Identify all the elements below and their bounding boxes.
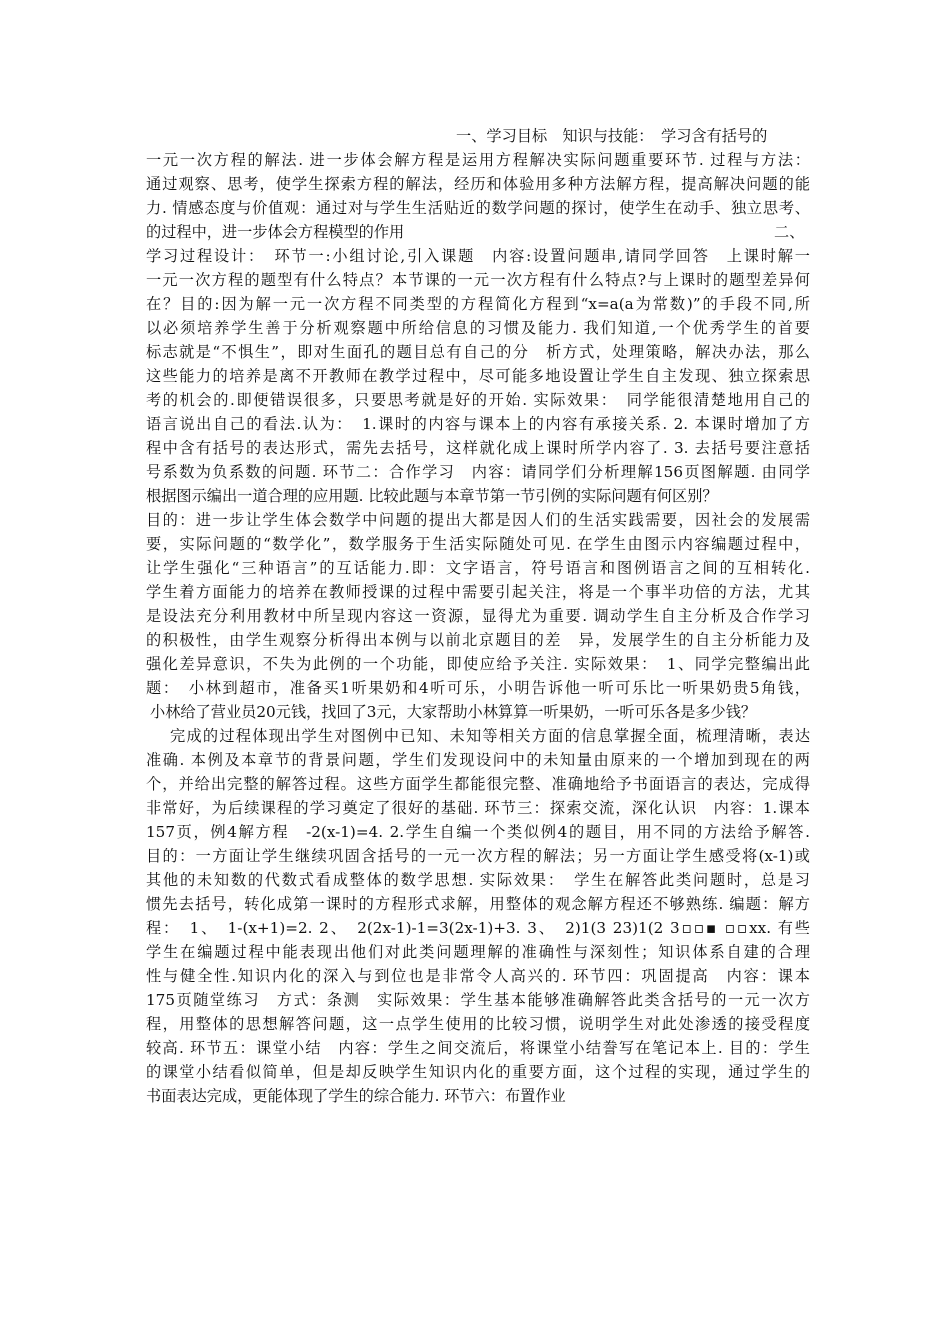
text-line: 通过观察、思考，使学生探索方程的解法，经历和体验用多种方法解方程，提高解决问题的能: [146, 175, 810, 193]
text-line: 在？目的:因为解一元一次方程不同类型的方程简化方程到“x=a(a为常数)”的手段不同,所: [146, 295, 810, 313]
text-line: 性与健全性.知识内化的深入与到位也是非常令人高兴的. 环节四：巩固提高 内容：课本: [146, 967, 810, 985]
text-line: 让学生强化“三种语言”的互话能力.即：文字语言，符号语言和图例语言之间的互相转化.: [146, 559, 810, 577]
text-line: 学习过程设计： 环节一:小组讨论,引入课题 内容:设置问题串,请同学回答 上课时解一: [146, 247, 810, 265]
text-line: 号系数为负系数的问题. 环节二：合作学习 内容：请同学们分析理解156页图解题. 由同学: [146, 463, 810, 481]
section-marker: 二、: [774, 223, 805, 241]
text-line: 是设法充分利用教材中所呈现内容这一资源，显得尤为重要. 调动学生自主分析及合作学习: [146, 607, 810, 625]
text-line: 非常好，为后续课程的学习奠定了很好的基础. 环节三：探索交流，深化认识 内容：1.课本: [146, 799, 810, 817]
text-line: 以必须培养学生善于分析观察题中所给信息的习惯及能力. 我们知道,一个优秀学生的首要: [146, 319, 810, 337]
text-line: 的积极性，由学生观察分析得出本例与以前北京题目的差 异，发展学生的自主分析能力及: [146, 631, 810, 649]
text-line: 强化差异意识，不失为此例的一个功能，即使应给予关注. 实际效果： 1、同学完整编出此: [146, 655, 810, 673]
text-line: 目的：进一步让学生体会数学中问题的提出大都是因人们的生活实践需要，因社会的发展需: [146, 511, 810, 529]
text-line: 程： 1、 1-(x+1)=2. 2、 2(2x-1)-1=3(2x-1)+3. 3、 2)1(3 23)1(2 3▫▫▪ ▫▫xx. 有些: [146, 919, 810, 937]
text-line: 语言说出自己的看法.认为： 1.课时的内容与课本上的内容有承接关系. 2. 本课时增加了方: [146, 415, 810, 433]
text-line: 惯先去括号，转化成第一课时的方程形式求解，用整体的观念解方程还不够熟练. 编题：解方: [146, 895, 810, 913]
text-line: 学生在编题过程中能表现出他们对此类问题理解的准确性与深刻性；知识体系自建的合理: [146, 943, 810, 961]
text-line: 其他的未知数的代数式看成整体的数学思想. 实际效果： 学生在解答此类问题时，总是习: [146, 871, 810, 889]
text-line: 学生着方面能力的培养在教师授课的过程中需要引起关注，将是一个事半功倍的方法，尤其: [146, 583, 810, 601]
text-line: 要，实际问题的“数学化”，数学服务于生活实际随处可见. 在学生由图示内容编题过程中，: [146, 535, 810, 553]
text-line: 这些能力的培养是离不开教师在教学过程中，尽可能多地设置让学生自主发现、独立探索思: [146, 367, 810, 385]
text-line: 程，用整体的思想解答问题，这一点学生使用的比较习惯，说明学生对此处渗透的接受程度: [146, 1015, 810, 1033]
text-line: 书面表达完成，更能体现了学生的综合能力. 环节六：布置作业: [146, 1087, 566, 1105]
text-line: 一元一次方程的题型有什么特点？本节课的一元一次方程有什么特点?与上课时的题型差异何: [146, 271, 810, 289]
text-line: 较高. 环节五：课堂小结 内容：学生之间交流后，将课堂小结誊写在笔记本上. 目的：学生: [146, 1039, 810, 1057]
text-line: 的课堂小结看似简单，但是却反映学生知识内化的重要方面，这个过程的实现，通过学生的: [146, 1063, 810, 1081]
text-line: 一、学习目标 知识与技能： 学习含有括号的: [456, 127, 768, 145]
text-line: 的过程中，进一步体会方程模型的作用: [146, 223, 405, 241]
text-line: 175页随堂练习 方式：条测 实际效果：学生基本能够准确解答此类含括号的一元一次方: [146, 991, 810, 1009]
text-line: 目的：一方面让学生继续巩固含括号的一元一次方程的解法；另一方面让学生感受将(x-1)或: [146, 847, 810, 865]
text-line: 小林给了营业员20元钱，找回了3元，大家帮助小林算算一听果奶，一听可乐各是多少钱？: [150, 703, 757, 721]
text-line: 标志就是“不惧生”，即对生面孔的题目总有自己的分 析方式，处理策略，解决办法，那么: [146, 343, 810, 361]
text-line: 考的机会的.即便错误很多，只要思考就是好的开始. 实际效果： 同学能很清楚地用自己的: [146, 391, 810, 409]
text-line: 题： 小林到超市，准备买1听果奶和4听可乐，小明告诉他一听可乐比一听果奶贵5角钱，: [146, 679, 810, 697]
text-line: 完成的过程体现出学生对图例中已知、未知等相关方面的信息掌握全面，梳理清晰，表达: [170, 727, 810, 745]
text-line: 一元一次方程的解法. 进一步体会解方程是运用方程解决实际问题重要环节. 过程与方法：: [146, 151, 810, 169]
text-line: 力. 情感态度与价值观：通过对与学生生活贴近的数学问题的探讨，使学生在动手、独立思考、: [146, 199, 810, 217]
text-line: 根据图示编出一道合理的应用题. 比较此题与本章节第一节引例的实际问题有何区别？: [146, 487, 718, 505]
text-line: 个，并给出完整的解答过程。这些方面学生都能很完整、准确地给予书面语言的表达，完成得: [146, 775, 810, 793]
text-line: 157页，例4解方程 -2(x-1)=4. 2.学生自编一个类似例4的题目，用不同的方法给予解答.: [146, 823, 810, 841]
text-line: 准确. 本例及本章节的背景问题，学生们发现设问中的未知量由原来的一个增加到现在的两: [146, 751, 810, 769]
text-line: 程中含有括号的表达形式，需先去括号，这样就化成上课时所学内容了. 3. 去括号要注意括: [146, 439, 810, 457]
